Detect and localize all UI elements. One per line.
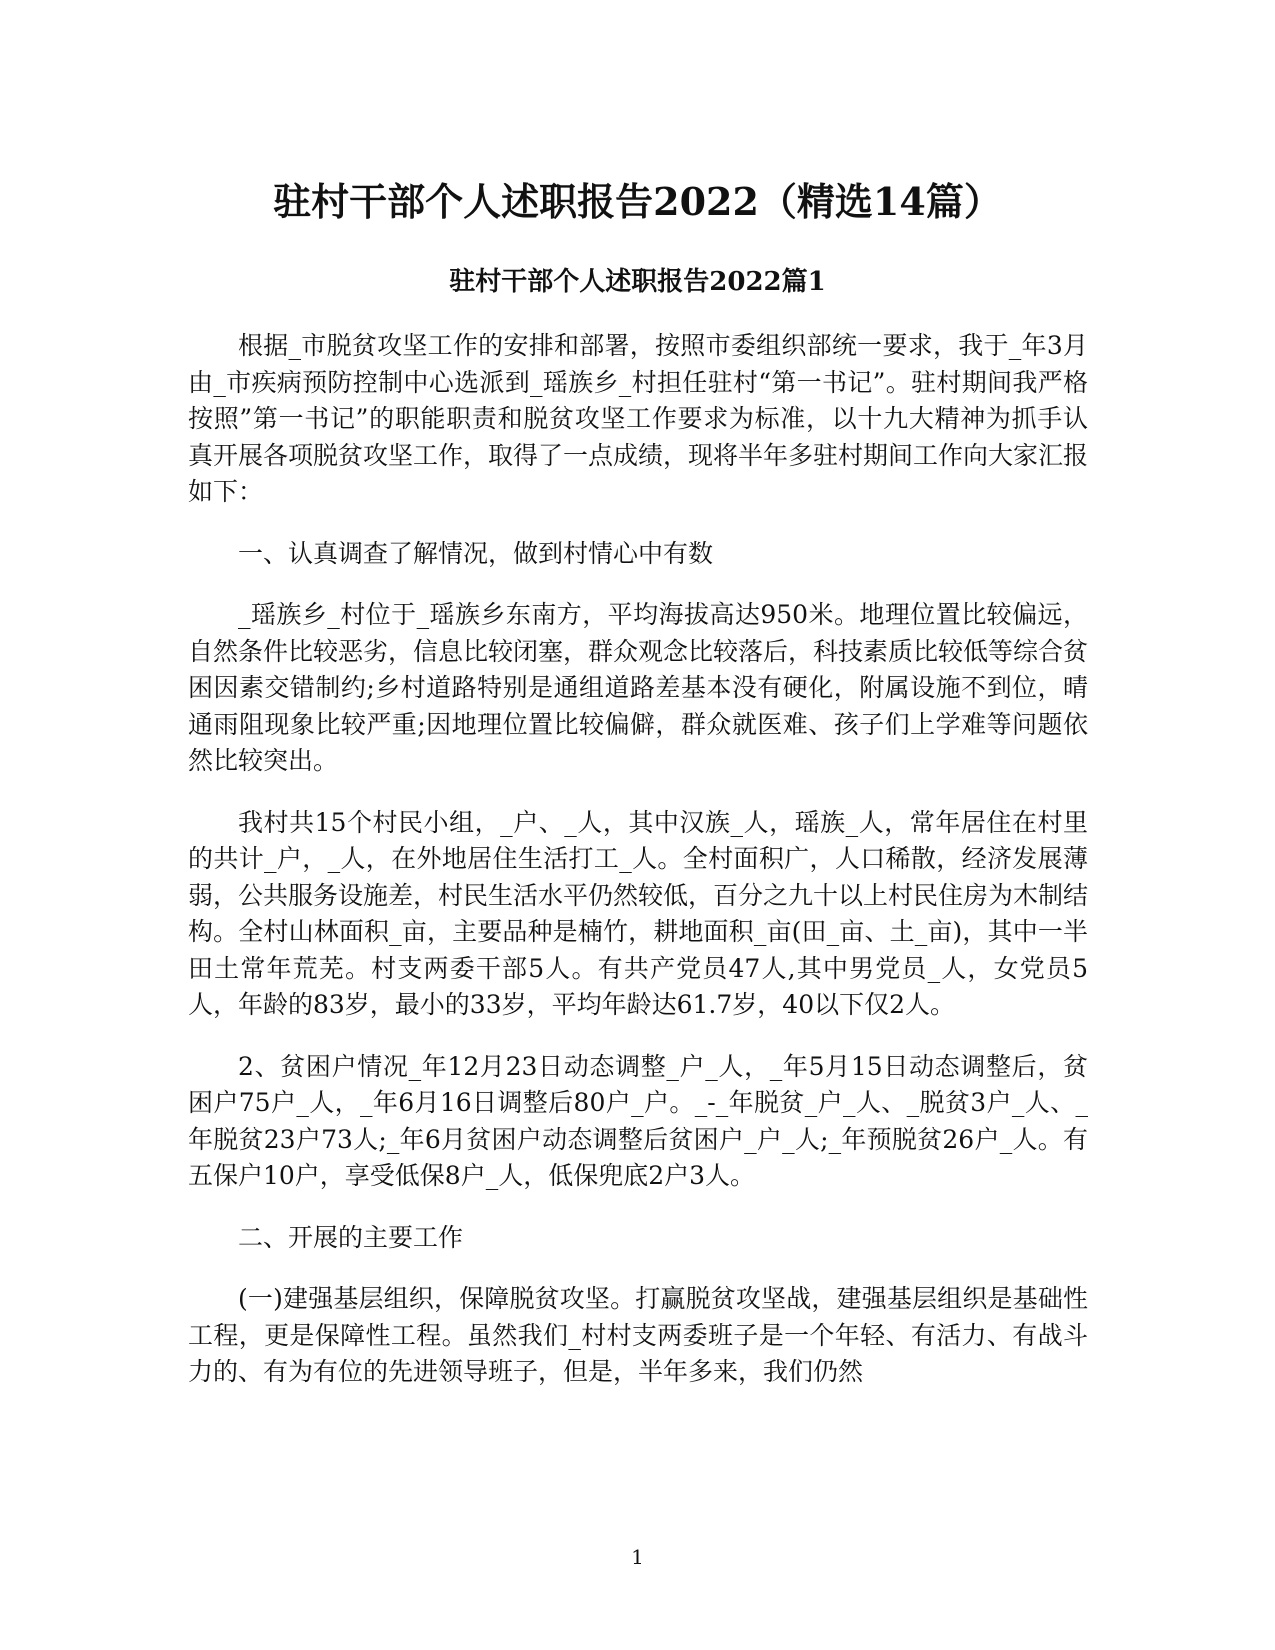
section-subtitle: 驻村干部个人述职报告2022篇1 [449,267,826,297]
page-number: 1 [631,1545,644,1569]
section-heading-1: 一、认真调查了解情况，做到村情心中有数 [238,538,714,568]
section-heading-2: 二、开展的主要工作 [238,1222,464,1252]
poverty-households-paragraph: 2、贫困户情况_年12月23日动态调整_户_人，_年5月15日动态调整后，贫困户75户_人，_年6月16日调整后80户_户。_-_年脱贫_户_人、_脱贫3户_人、_年脱贫23户73人;_年6月贫困户动态调整后贫困户_户_人;_年预脱贫26户_人。有五保户10户，享受低保8户_人，低保兜底2户3人。 [188,1051,1088,1190]
intro-paragraph: 根据_市脱贫攻坚工作的安排和部署，按照市委组织部统一要求，我于_年3月由_市疾病预防控制中心选派到_瑶族乡_村担任驻村“第一书记”。驻村期间我严格按照”第一书记”的职能职责和脱贫攻坚工作要求为标准，以十九大精神为抓手认真开展各项脱贫攻坚工作，取得了一点成绩，现将半年多驻村期间工作向大家汇报如下： [188,331,1089,506]
village-population-paragraph: 我村共15个村民小组，_户、_人，其中汉族_人，瑶族_人，常年居住在村里的共计_户，_人，在外地居住生活打工_人。全村面积广，人口稀散，经济发展薄弱，公共服务设施差，村民生活水平仍然较低，百分之九十以上村民住房为木制结构。全村山林面积_亩，主要品种是楠竹，耕地面积_亩(田_亩、土_亩)，其中一半田土常年荒芜。村支两委干部5人。有共产党员47人,其中男党员_人，女党员5人，年龄的83岁，最小的33岁，平均年龄达61.7岁，40以下仅2人。 [188,807,1089,1019]
village-overview-paragraph: _瑶族乡_村位于_瑶族乡东南方，平均海拔高达950米。地理位置比较偏远，自然条件比较恶劣，信息比较闭塞，群众观念比较落后，科技素质比较低等综合贫困因素交错制约;乡村道路特别是通组道路差基本没有硬化，附属设施不到位，晴通雨阻现象比较严重;因地理位置比较偏僻，群众就医难、孩子们上学难等问题依然比较突出。 [188,600,1089,775]
organization-paragraph: (一)建强基层组织，保障脱贫攻坚。打赢脱贫攻坚战，建强基层组织是基础性工程，更是保障性工程。虽然我们_村村支两委班子是一个年轻、有活力、有战斗力的、有为有位的先进领导班子，但是，半年多来，我们仍然 [188,1284,1088,1386]
document-body [188,328,1088,1416]
document-title: 驻村干部个人述职报告2022（精选14篇） [273,179,1002,224]
